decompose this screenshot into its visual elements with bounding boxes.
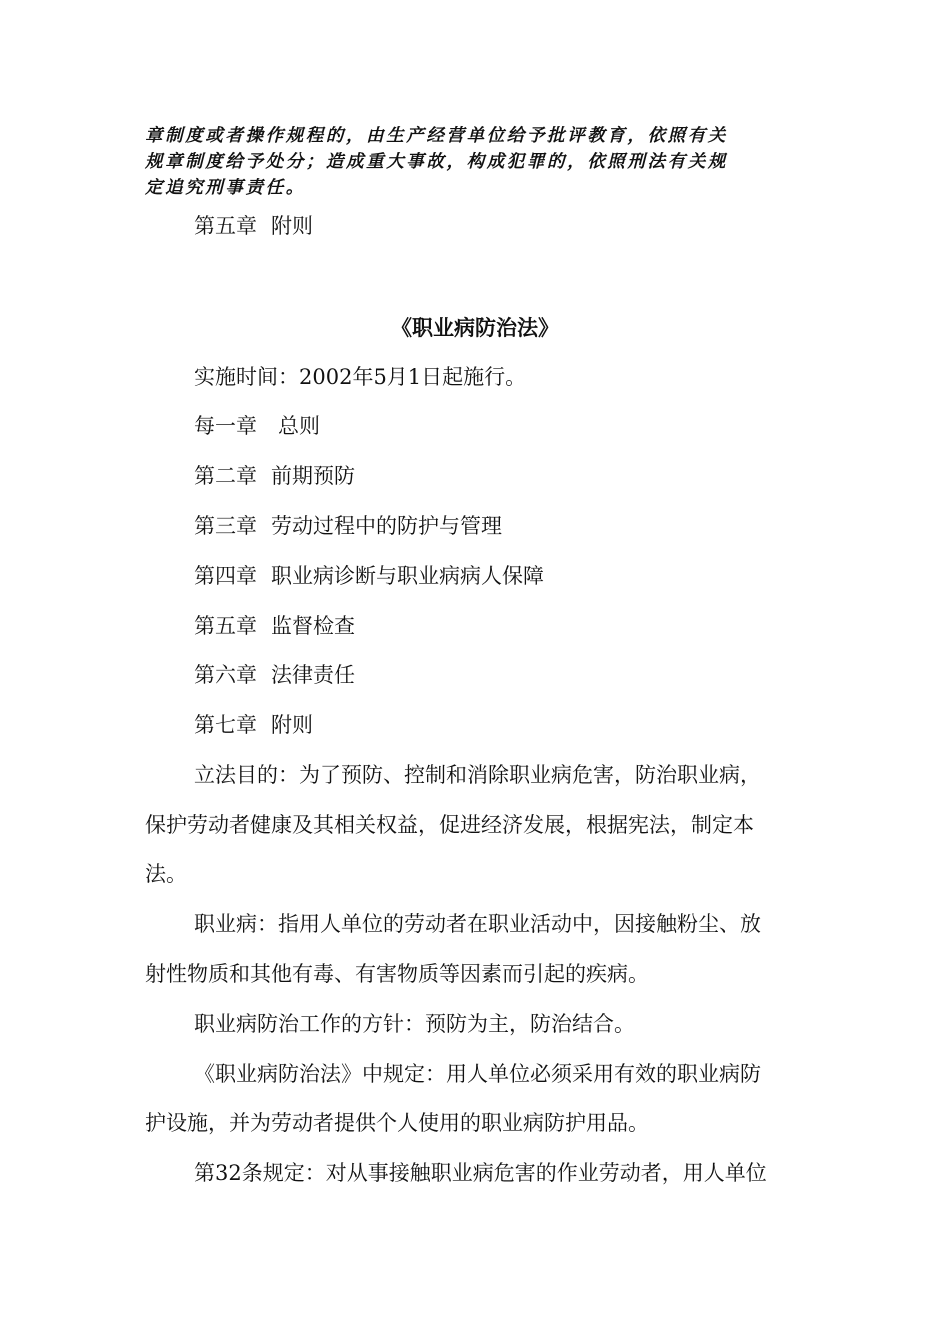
chapter-name: 前期预防 <box>271 464 355 488</box>
chapter-item <box>194 613 355 639</box>
chapter-number: 第五章 <box>194 214 257 238</box>
chapter-number: 第二章 <box>194 464 257 488</box>
prev-chapter-heading <box>194 213 313 239</box>
chapter-item <box>194 563 544 589</box>
definition-line: 职业病：指用人单位的劳动者在职业活动中，因接触粉尘、放 <box>194 912 761 936</box>
chapter-name: 职业病诊断与职业病病人保障 <box>271 564 544 588</box>
purpose-line: 保护劳动者健康及其相关权益，促进经济发展，根据宪法，制定本 <box>145 813 754 837</box>
chapter-number: 每一章 <box>194 414 257 438</box>
chapter-number: 第四章 <box>194 564 257 588</box>
article32-line: 第32条规定：对从事接触职业病危害的作业劳动者，用人单位 <box>194 1161 767 1185</box>
chapter-name: 附则 <box>271 713 313 737</box>
chapter-number: 第七章 <box>194 713 257 737</box>
paragraph-line: 规章制度给予处分；造成重大事故，构成犯罪的，依照刑法有关规 <box>145 152 728 172</box>
chapter-number: 第三章 <box>194 514 257 538</box>
chapter-number: 第五章 <box>194 614 257 638</box>
chapter-name: 监督检查 <box>271 614 355 638</box>
chapter-number: 第六章 <box>194 663 257 687</box>
chapter-name: 附则 <box>271 214 313 238</box>
top-paragraph <box>145 123 807 201</box>
purpose-line: 法。 <box>145 862 187 886</box>
chapter-item <box>194 662 355 688</box>
chapter-item <box>194 463 355 489</box>
policy-line: 职业病防治工作的方针：预防为主，防治结合。 <box>194 1012 635 1036</box>
chapter-name: 劳动过程中的防护与管理 <box>271 514 502 538</box>
paragraph-line: 定追究刑事责任。 <box>145 178 306 198</box>
purpose-line: 立法目的：为了预防、控制和消除职业病危害，防治职业病， <box>194 763 761 787</box>
paragraph-line: 章制度或者操作规程的，由生产经营单位给予批评教育，依照有关 <box>145 126 728 146</box>
effective-date: 实施时间：2002年5月1日起施行。 <box>194 365 527 389</box>
provision-line: 《职业病防治法》中规定：用人单位必须采用有效的职业病防 <box>194 1062 761 1086</box>
chapter-item <box>194 712 313 738</box>
chapter-item <box>194 513 502 539</box>
provision-line: 护设施，并为劳动者提供个人使用的职业病防护用品。 <box>145 1111 649 1135</box>
chapter-name: 法律责任 <box>271 663 355 687</box>
law-title: 《职业病防治法》 <box>391 315 559 340</box>
chapter-item <box>194 413 320 439</box>
chapter-name: 总则 <box>278 414 320 438</box>
definition-line: 射性物质和其他有毒、有害物质等因素而引起的疾病。 <box>145 962 649 986</box>
